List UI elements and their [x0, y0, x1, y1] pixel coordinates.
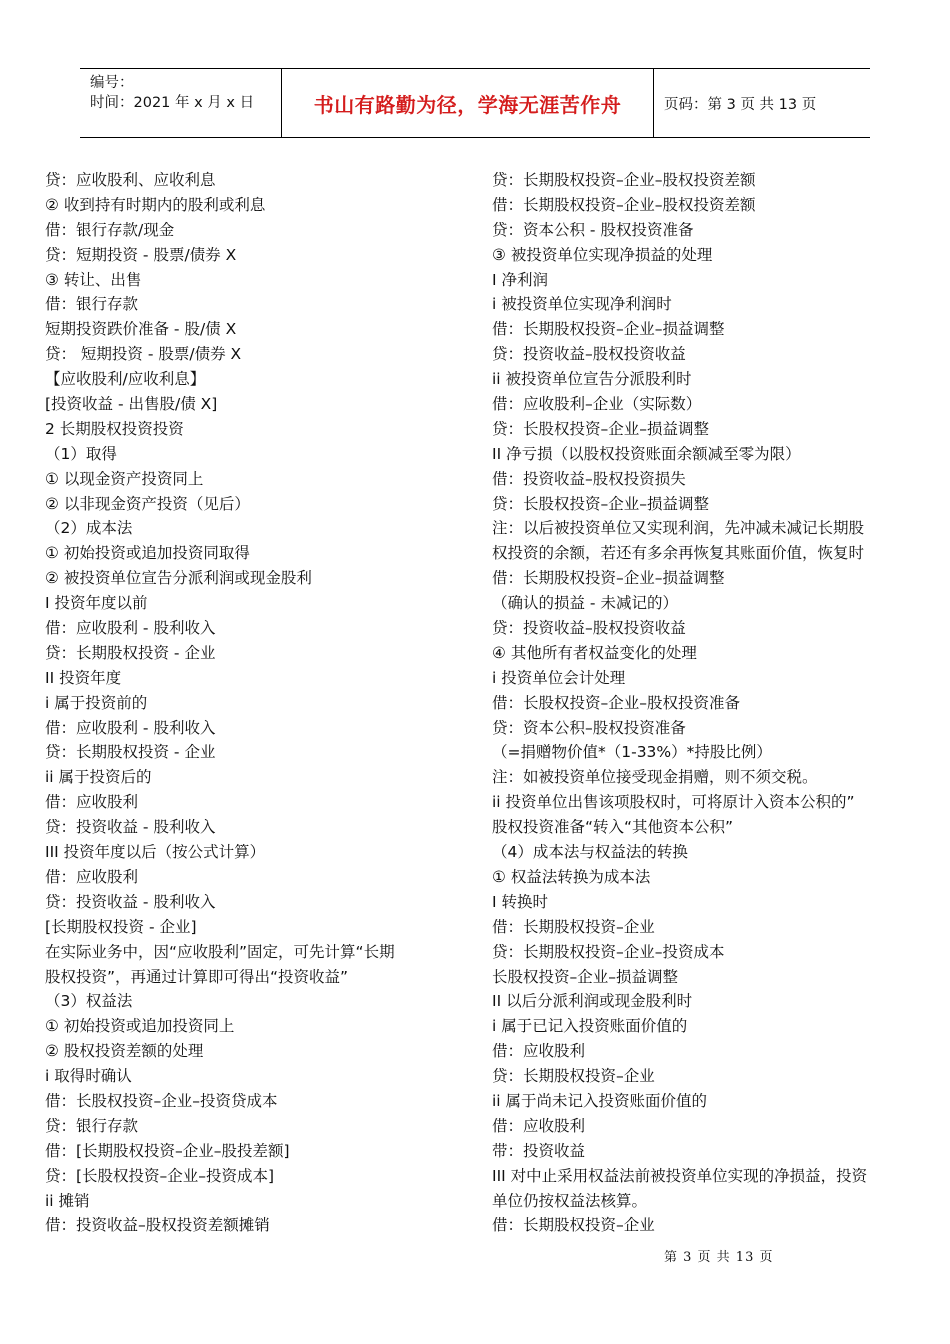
text-line: 贷：资本公积 - 股权投资准备 [492, 220, 694, 239]
text-line: 借：长期股权投资–企业–损益调整 [492, 569, 725, 588]
text-line: 长股权投资–企业–损益调整 [492, 967, 679, 986]
text-line: 借：长期股权投资–企业 [492, 917, 655, 936]
text-line: 短期投资跌价准备 - 股/债 X [45, 320, 237, 339]
text-line: II 净亏损（以股权投资账面余额减至零为限） [492, 444, 801, 463]
text-line: 贷：长期股权投资–企业–投资成本 [492, 942, 725, 961]
text-line: ii 摊销 [45, 1191, 90, 1210]
text-line: 贷：[长股权投资–企业–投资成本] [45, 1166, 275, 1185]
text-line: 贷：投资收益 - 股利收入 [45, 892, 216, 911]
text-line: （1）取得 [45, 444, 117, 463]
text-line: （确认的损益 - 未减记的） [492, 594, 678, 613]
text-line: 借：投资收益–股权投资差额摊销 [45, 1216, 270, 1235]
text-line: 注：以后被投资单位又实现利润，先冲减未减记长期股 [492, 519, 865, 538]
text-line: 借：长期股权投资–企业 [492, 1216, 655, 1235]
text-line: II 以后分派利润或现金股利时 [492, 992, 693, 1011]
text-line: （3）权益法 [45, 992, 133, 1011]
text-line: 借：应收股利 [45, 867, 139, 886]
right-text-column [492, 168, 912, 1238]
text-line: i 属于已记入投资账面价值的 [492, 1017, 688, 1036]
text-line: 贷：投资收益–股权投资收益 [492, 345, 686, 364]
text-line: 带：投资收益 [492, 1141, 586, 1160]
text-line: 借：应收股利 [492, 1116, 586, 1135]
text-line: 贷：长期股权投资–企业–股权投资差额 [492, 171, 756, 189]
page-footer: 第 3 页 共 13 页 [664, 1250, 774, 1265]
text-line: 借：长股权投资–企业–股权投资准备 [492, 693, 741, 712]
text-line: I 转换时 [492, 892, 548, 911]
text-line: ii 投资单位出售该项股权时，可将原计入资本公积的” [492, 793, 855, 812]
text-line: 借：应收股利 [45, 793, 139, 812]
header-left-cell [80, 69, 282, 137]
document-number-label: 编号： [90, 75, 134, 91]
text-line: 在实际业务中，因“应收股利”固定，可先计算“长期 [45, 942, 395, 961]
text-line: ③ 被投资单位实现净损益的处理 [492, 245, 713, 264]
text-line: ii 属于尚未记入投资账面价值的 [492, 1091, 708, 1110]
text-line: 股权投资”，再通过计算即可得出“投资收益” [45, 967, 349, 986]
text-line: ii 被投资单位宣告分派股利时 [492, 370, 692, 389]
text-line: 2 长期股权投资投资 [45, 419, 184, 438]
text-line: ① 权益法转换为成本法 [492, 867, 651, 886]
text-line: i 取得时确认 [45, 1067, 132, 1086]
text-line: 借：[长期股权投资–企业–股投差额] [45, 1141, 290, 1160]
text-line: 贷：投资收益 - 股利收入 [45, 818, 216, 837]
text-line: I 净利润 [492, 270, 548, 289]
text-line: ④ 其他所有者权益变化的处理 [492, 643, 697, 662]
text-line: II 投资年度 [45, 668, 122, 687]
text-line: [投资收益 - 出售股/债 X] [45, 395, 218, 414]
text-line: i 投资单位会计处理 [492, 668, 626, 687]
text-line: 借：长期股权投资–企业–股权投资差额 [492, 195, 756, 214]
text-line: ③ 转让、出售 [45, 270, 142, 289]
page-header [80, 68, 870, 138]
text-line: 贷： 短期投资 - 股票/债券 X [45, 345, 242, 364]
text-line: 借：投资收益–股权投资损失 [492, 469, 686, 488]
text-line: ② 以非现金资产投资（见后） [45, 494, 250, 513]
text-line: ① 初始投资或追加投资同取得 [45, 544, 250, 563]
text-line: 借：应收股利 - 股利收入 [45, 718, 216, 737]
header-page-cell [654, 69, 870, 137]
text-line: （2）成本法 [45, 519, 133, 538]
text-line: ② 收到持有时期内的股利或利息 [45, 195, 266, 214]
text-line: ① 初始投资或追加投资同上 [45, 1017, 235, 1036]
text-line: 单位仍按权益法核算。 [492, 1191, 648, 1210]
text-line: 贷：应收股利、应收利息 [45, 171, 216, 189]
text-line: i 被投资单位实现净利润时 [492, 295, 672, 314]
text-line: 借：应收股利 - 股利收入 [45, 619, 216, 638]
text-line: 贷：投资收益–股权投资收益 [492, 619, 686, 638]
text-line: i 属于投资前的 [45, 693, 148, 712]
text-line: 贷：短期投资 - 股票/债券 X [45, 245, 237, 264]
text-line: 借：长股权投资–企业–投资贷成本 [45, 1091, 278, 1110]
text-line: ① 以现金资产投资同上 [45, 469, 204, 488]
text-line: 权投资的余额，若还有多余再恢复其账面价值，恢复时 [492, 544, 865, 563]
text-line: III 对中止采用权益法前被投资单位实现的净损益，投资 [492, 1166, 868, 1185]
text-line: （=捐赠物价值*（1-33%）*持股比例） [492, 743, 772, 762]
text-line: 借：银行存款/现金 [45, 220, 175, 239]
text-line: [长期股权投资 - 企业] [45, 917, 197, 936]
text-line: 借：银行存款 [45, 295, 139, 314]
text-line: 贷：长股权投资–企业–损益调整 [492, 494, 710, 513]
header-motto: 书山有路勤为径，学海无涯苦作舟 [313, 92, 622, 117]
header-page-number: 页码：第 3 页 共 13 页 [664, 96, 817, 113]
left-text-column [45, 168, 465, 1238]
text-line: 贷：长期股权投资 - 企业 [45, 743, 216, 762]
text-line: ii 属于投资后的 [45, 768, 152, 787]
text-line: ② 股权投资差额的处理 [45, 1042, 204, 1061]
text-line: 借：应收股利–企业（实际数） [492, 395, 702, 414]
text-line: 贷：银行存款 [45, 1116, 139, 1135]
text-line: ② 被投资单位宣告分派利润或现金股利 [45, 569, 312, 588]
text-line: 股权投资准备“转入“其他资本公积” [492, 818, 734, 837]
text-line: 贷：长期股权投资–企业 [492, 1067, 655, 1086]
text-line: 注：如被投资单位接受现金捐赠，则不须交税。 [492, 768, 818, 787]
text-line: （4）成本法与权益法的转换 [492, 843, 688, 862]
text-line: 贷：长股权投资–企业–损益调整 [492, 419, 710, 438]
text-line: III 投资年度以后（按公式计算） [45, 843, 266, 862]
text-line: 贷：资本公积–股权投资准备 [492, 718, 686, 737]
text-line: 【应收股利/应收利息】 [45, 370, 206, 389]
header-motto-cell [282, 69, 654, 137]
text-line: 借：长期股权投资–企业–损益调整 [492, 320, 725, 339]
text-line: I 投资年度以前 [45, 594, 148, 613]
document-time-label: 时间：2021 年 x 月 x 日 [90, 95, 255, 111]
text-line: 贷：长期股权投资 - 企业 [45, 643, 216, 662]
text-line: 借：应收股利 [492, 1042, 586, 1061]
